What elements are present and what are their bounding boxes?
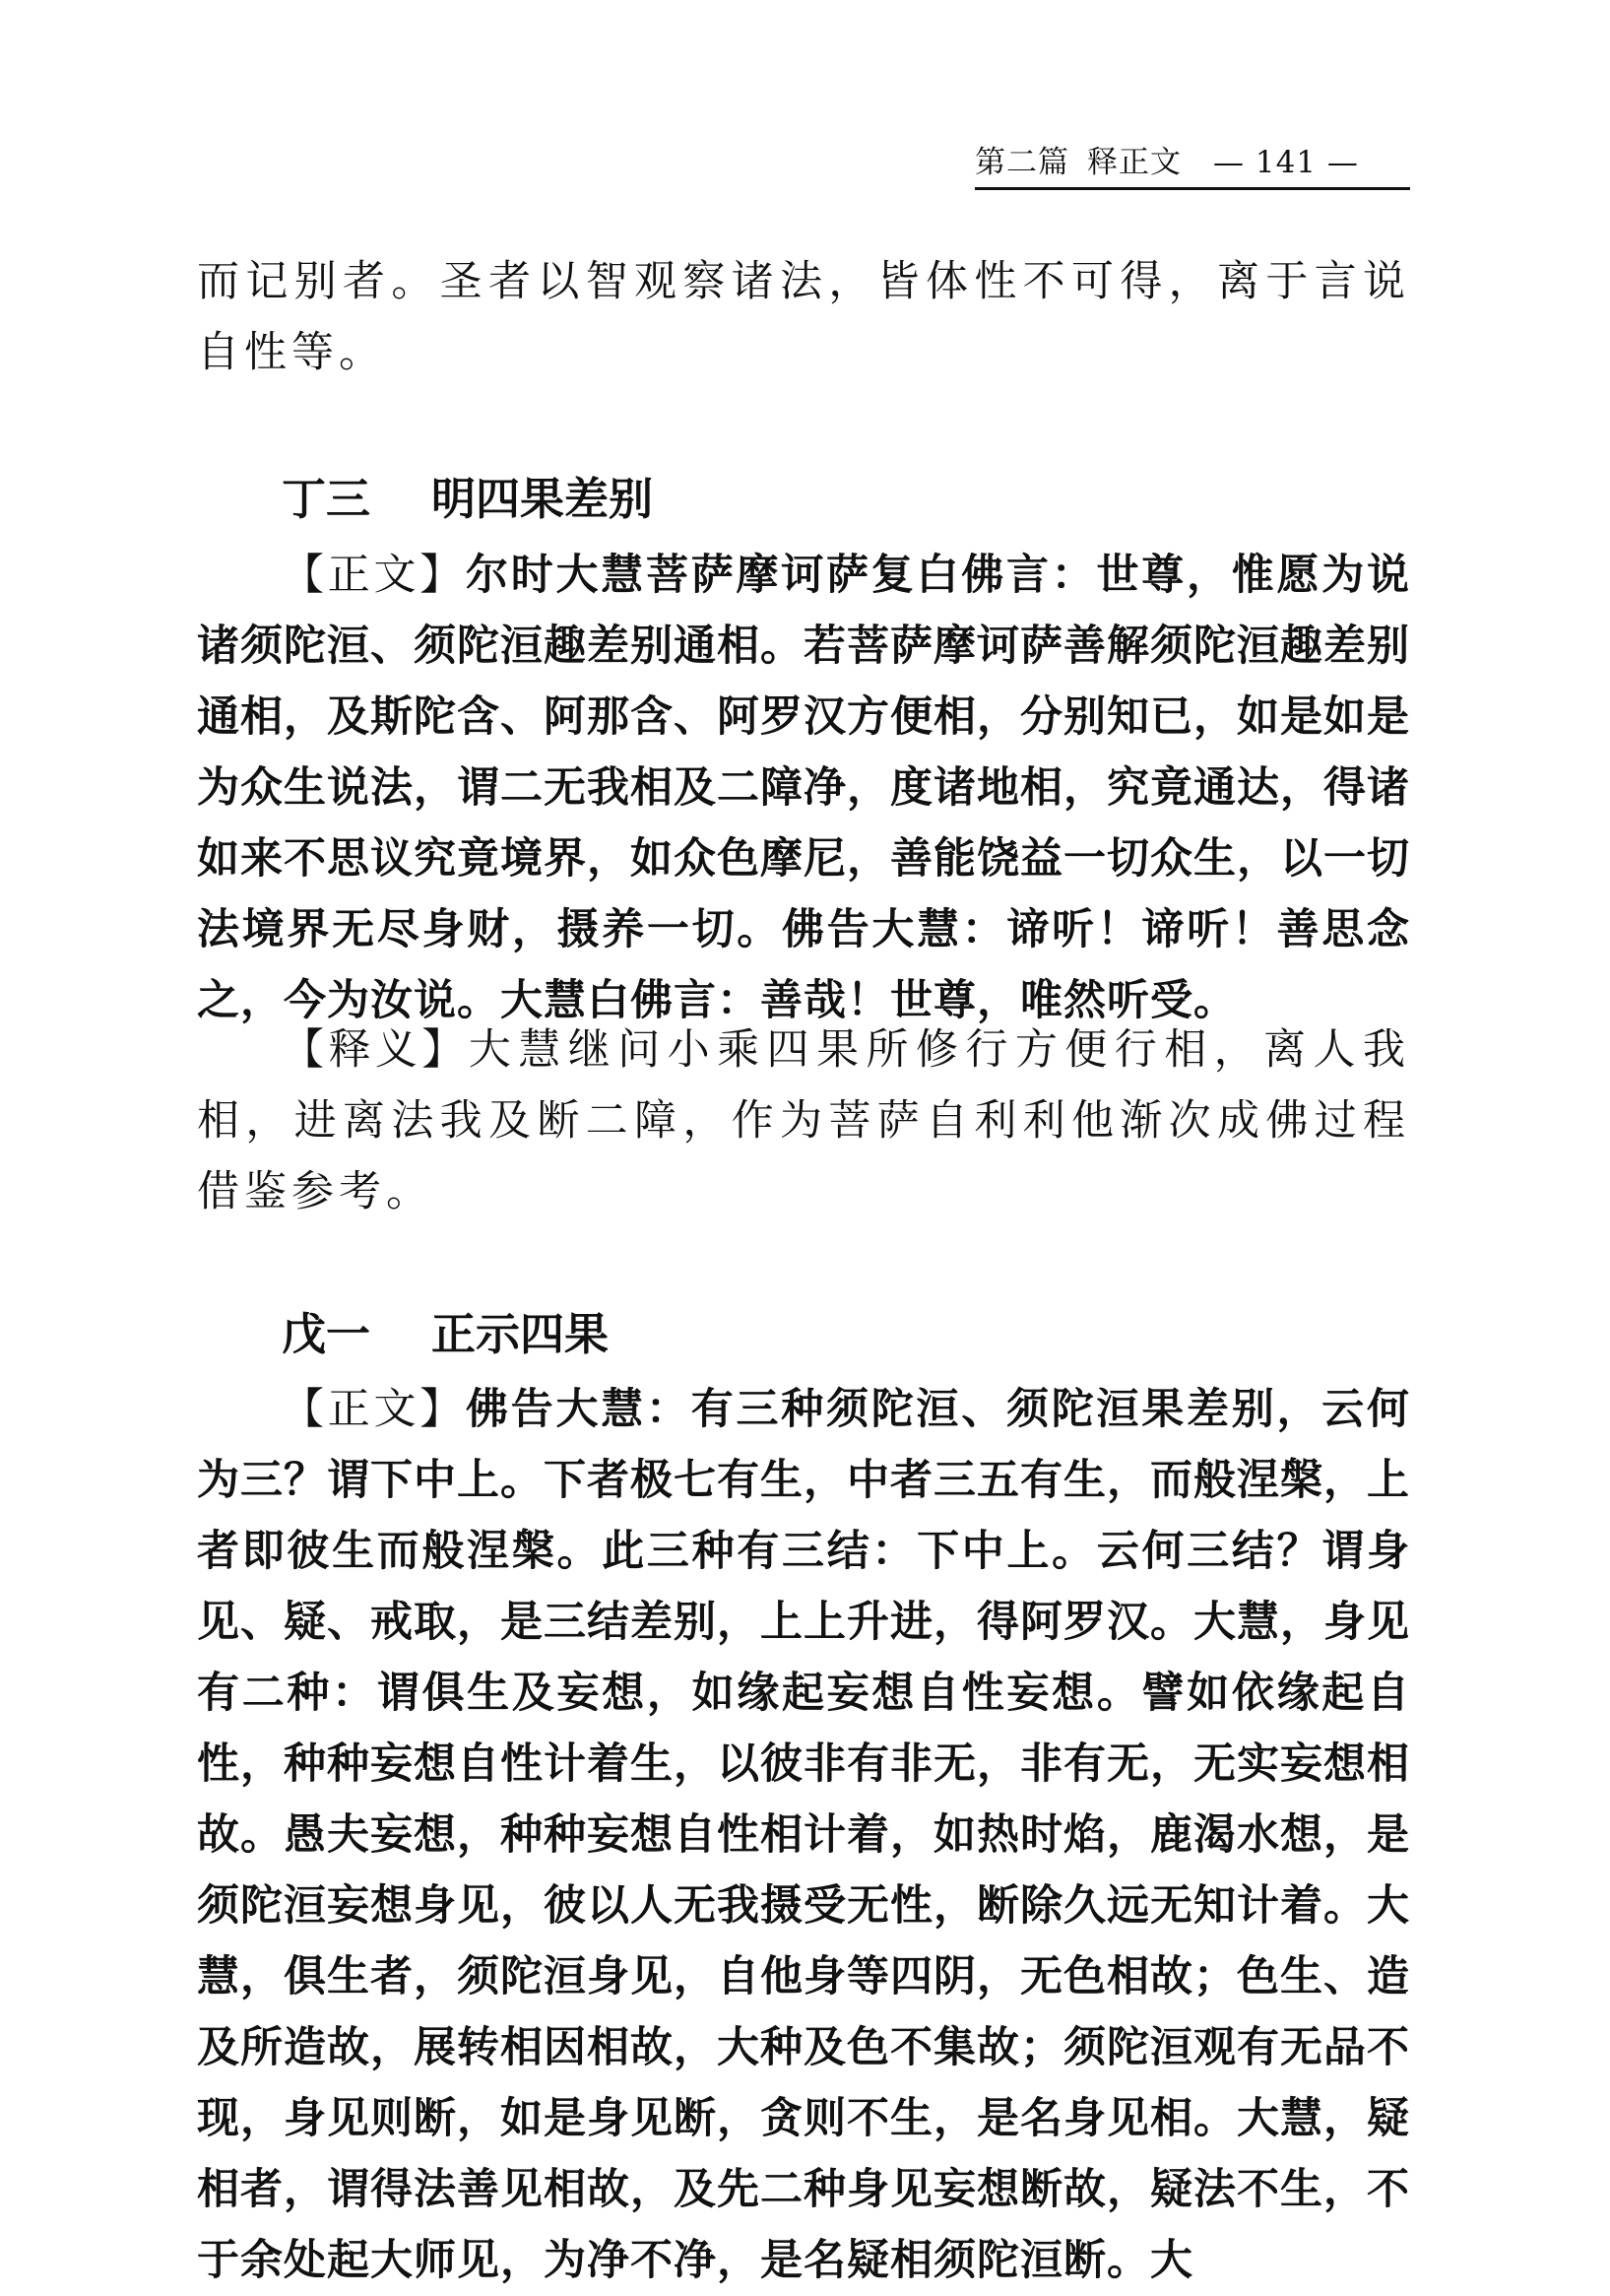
header-rule [975,187,1410,190]
shiyi-paragraph [197,1015,1410,1227]
header-section: 第二篇 [975,145,1069,180]
page-number: — 141 — [1213,145,1359,180]
running-header [975,140,1410,185]
zhengwen-text-1: 尔时大慧菩萨摩诃萨复白佛言：世尊，惟愿为说诸须陀洹、须陀洹趣差别通相。若菩萨摩诃萨善解须陀洹趣差别通相，及斯陀含、阿那含、阿罗汉方便相，分别知已，如是如是为众生说法，谓二无我相及二障净，度诸地相，究竟通达，得诸如来不思议究竟境界，如众色摩尼，善能饶益一切众生，以一切法境界无尽身财，摄养一切。佛告大慧：谛听！谛听！善思念之，今为汝说。大慧白佛言：善哉！世尊，唯然听受。 [197,551,1410,1025]
zhengwen-label-2: 【正文】 [282,1385,466,1434]
heading-1-number: 丁三 [282,473,371,525]
zhengwen-paragraph-2 [197,1374,1410,2296]
header-chapter: 释正文 [1087,145,1182,180]
section-heading-1 [282,470,653,529]
shiyi-text: 大慧继问小乘四果所修行方便行相，离人我相，进离法我及断二障，作为菩萨自利利他渐次成佛过程借鉴参考。 [197,1025,1411,1216]
shiyi-label: 【释义】 [282,1025,469,1075]
heading-2-title: 正示四果 [431,1308,610,1360]
heading-1-title: 明四果差别 [431,473,654,525]
zhengwen-label-1: 【正文】 [282,551,466,600]
opening-paragraph: 而记别者。圣者以智观察诸法，皆体性不可得，离于言说自性等。 [197,257,1410,377]
zhengwen-text-2: 佛告大慧：有三种须陀洹、须陀洹果差别，云何为三？谓下中上。下者极七有生，中者三五有生，而般涅槃，上者即彼生而般涅槃。此三种有三结：下中上。云何三结？谓身见、疑、戒取，是三结差别，上上升进，得阿罗汉。大慧，身见有二种：谓俱生及妄想，如缘起妄想自性妄想。譬如依缘起自性，种种妄想自性计着生，以彼非有非无，非有无，无实妄想相故。愚夫妄想，种种妄想自性相计着，如热时焰，鹿渴水想，是须陀洹妄想身见，彼以人无我摄受无性，断除久远无知计着。大慧，俱生者，须陀洹身见，自他身等四阴，无色相故；色生、造及所造故，展转相因相故，大种及色不集故；须陀洹观有无品不现，身见则断，如是身见断，贪则不生，是名身见相。大慧，疑相者，谓得法善见相故，及先二种身见妄想断故，疑法不生，不于余处起大师见，为净不净，是名疑相须陀洹断。大 [197,1385,1410,2285]
heading-2-number: 戊一 [282,1308,371,1360]
section-heading-2 [282,1305,609,1364]
zhengwen-paragraph-1 [197,540,1410,1036]
